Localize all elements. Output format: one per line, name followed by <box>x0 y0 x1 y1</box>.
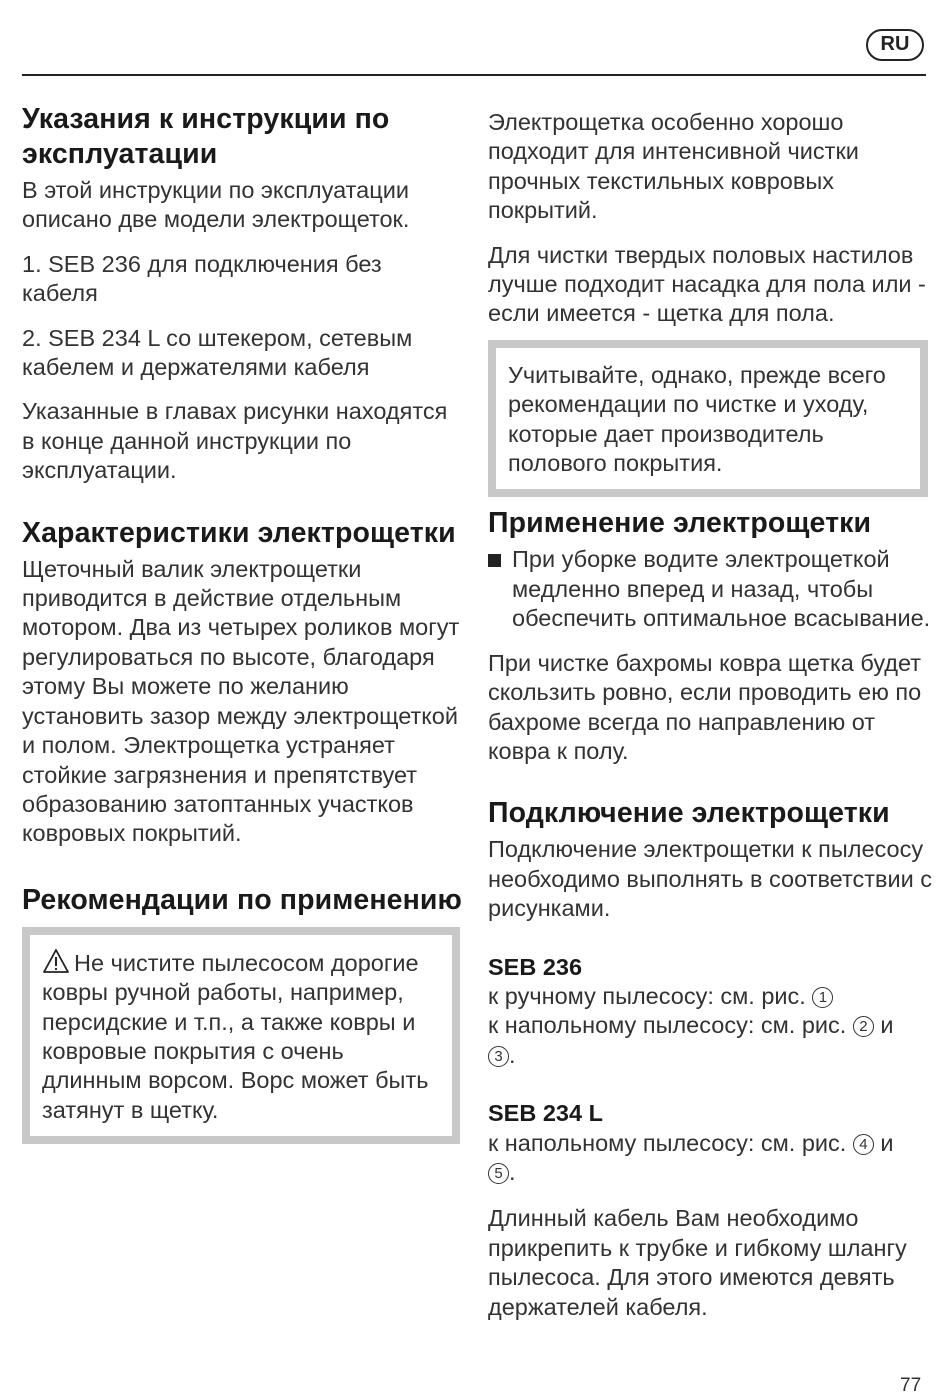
paragraph: Щеточный валик электрощетки приводится в действие отдельным мотором. Два из четырех роликов могут регулироваться по высоте, благодаря этому Вы можете по желанию установить зазор между электрощеткой и полом. Электрощетка устраняет стойкие загрязнения и препятствует образованию затоптанных участков ковровых покрытий. <box>22 555 460 847</box>
seb234-line1: к напольному пылесосу: см. рис. 4 и 5 . <box>488 1129 894 1185</box>
figure-ref-4: 4 <box>853 1134 874 1155</box>
paragraph: Указанные в главах рисунки находятся в конце данной инструкции по эксплуатации. <box>22 398 448 484</box>
seb236-line2-text: к напольному пылесосу: см. рис. <box>488 1012 847 1039</box>
paragraph: 1. SEB 236 для подключения без кабеля <box>22 250 382 307</box>
seb236-line2: к напольному пылесосу: см. рис. 2 и 3 . <box>488 1012 894 1068</box>
and-word: и <box>880 1012 894 1039</box>
right-column <box>488 90 933 1322</box>
bullet-text: При уборке водите электрощеткой медленно вперед и назад, чтобы обеспечить оптимальное всасывание. <box>512 546 931 632</box>
header-rule <box>22 74 926 76</box>
model-title-seb234: SEB 234 L <box>488 1100 603 1127</box>
figure-ref-3: 3 <box>488 1046 509 1067</box>
paragraph: При чистке бахромы ковра щетка будет скользить ровно, если проводить ею по бахроме всегда по направлению от ковра к полу. <box>488 649 922 764</box>
section-title-connection: Подключение электрощетки <box>488 797 890 830</box>
warning-text <box>42 948 441 1125</box>
seb234-line1-text: к напольному пылесосу: см. рис. <box>488 1129 847 1156</box>
figure-ref-2: 2 <box>853 1016 874 1037</box>
paragraph: 2. SEB 234 L со штекером, сетевым кабелем и держателями кабеля <box>22 324 413 381</box>
paragraph: Подключение электрощетки к пылесосу необходимо выполнять в соответствии с рисунками. <box>488 836 932 922</box>
section-title-characteristics: Характеристики электрощетки <box>22 516 456 549</box>
page-number: 77 <box>900 1375 922 1396</box>
language-badge: RU <box>866 29 924 61</box>
paragraph: В этой инструкции по эксплуатации описано две модели электрощеток. <box>22 177 410 233</box>
section-title-usage: Применение электрощетки <box>488 507 872 540</box>
figure-ref-5: 5 <box>488 1163 509 1184</box>
section-title-instructions: Указания к инструкции по эксплуатации <box>22 103 390 170</box>
paragraph: Длинный кабель Вам необходимо прикрепить к трубке и гибкому шлангу пылесоса. Для этого имеются девять держателей кабеля. <box>488 1205 907 1320</box>
warning-box <box>22 927 460 1144</box>
paragraph: Электрощетка особенно хорошо подходит для интенсивной чистки прочных текстильных ковровых покрытий. <box>488 109 859 224</box>
model-title-seb236: SEB 236 <box>488 953 583 980</box>
section-title-recommendations: Рекомендации по применению <box>22 883 462 916</box>
warning-triangle-icon <box>42 948 70 974</box>
seb236-line1 <box>488 982 933 1011</box>
bullet-square-icon <box>488 554 501 567</box>
warning-text-content: Не чистите пылесосом дорогие ковры ручной работы, например, персидские и т.п., а также ковры и ковровые покрытия с очень длинным ворсом. Ворс может быть затянут в щетку. <box>42 949 429 1123</box>
left-column <box>22 90 462 1144</box>
paragraph: Для чистки твердых половых настилов лучше подходит насадка для пола или - если имеется - щетка для пола. <box>488 241 926 327</box>
note-text: Учитывайте, однако, прежде всего рекомендации по чистке и уходу, которые дает производитель полового покрытия. <box>508 361 886 477</box>
seb236-line1-text: к ручному пылесосу: см. рис. <box>488 982 806 1009</box>
note-box <box>488 340 928 498</box>
bullet-item <box>488 545 933 633</box>
figure-ref-1: 1 <box>812 987 833 1008</box>
and-word: и <box>880 1129 894 1156</box>
